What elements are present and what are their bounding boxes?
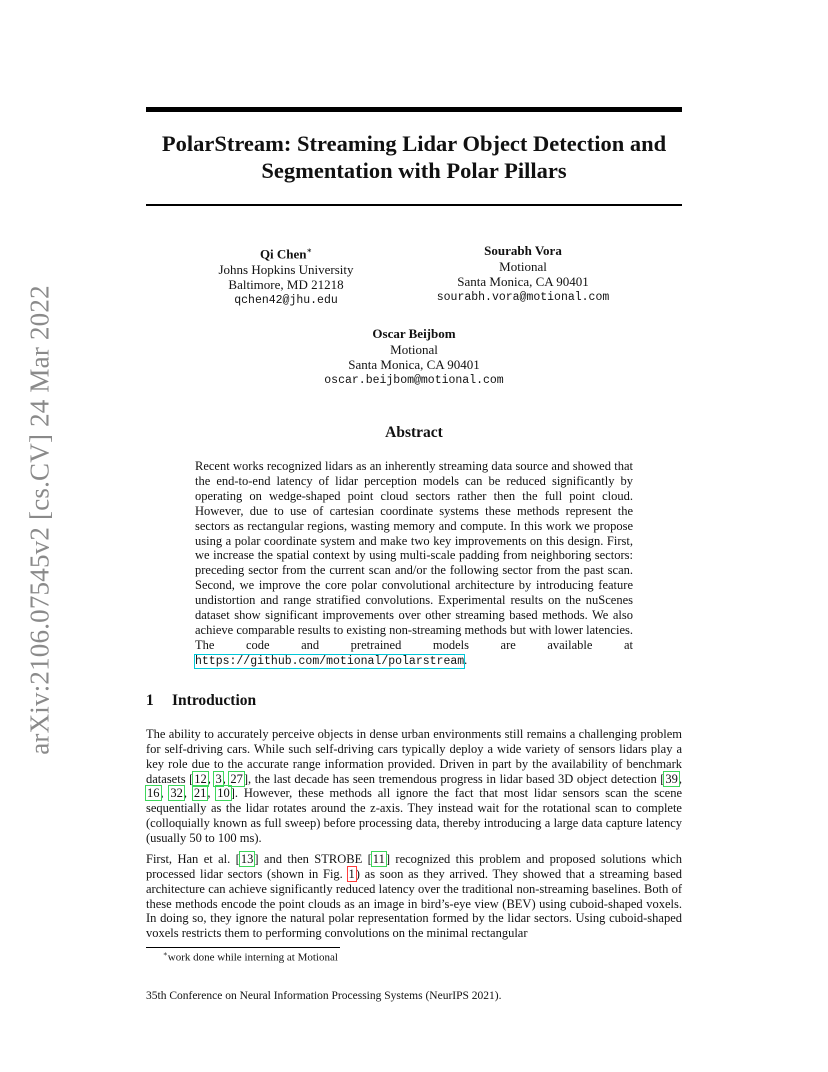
title-line-2: Segmentation with Polar Pillars	[261, 158, 567, 183]
author-email[interactable]: oscar.beijbom@motional.com	[324, 373, 504, 387]
section-number: 1	[146, 692, 154, 709]
author-address: Baltimore, MD 21218	[228, 277, 344, 293]
intro-paragraph-1: The ability to accurately perceive objects in dense urban environments still remains a challenging problem for self-driving cars. While such self-driving cars typically deploy a wide variety of sensors lidars play a key role due to the accurate range information provided. Driven in part by the availability of benchmark datasets [12, 3, 27], the last decade has seen tremendous progress in lidar based 3D object detection [39, 16, 32, 21, 10]. However, these methods all ignore the fact that most lidar sensors scan the scene sequentially as the lidar rotates around the z-axis. They instead wait for the rotational scan to complete (colloquially known as full sweep) before processing data, thereby introducing a large data capture latency (usually 50 to 100 ms).	[146, 727, 683, 845]
title-line-1: PolarStream: Streaming Lidar Object Detection and	[161, 131, 667, 156]
citation-link[interactable]: 21	[193, 786, 207, 801]
title-top-rule	[146, 107, 682, 112]
author-address: Santa Monica, CA 90401	[348, 357, 480, 372]
author-name: Sourabh Vora	[484, 243, 562, 258]
author-block-1	[186, 243, 386, 308]
author-affiliation: Motional	[390, 341, 438, 357]
citation-link[interactable]: 27	[230, 771, 243, 786]
author-affiliation: Johns Hopkins University	[218, 261, 354, 277]
author-block-3	[264, 326, 564, 388]
footnote-mark: ∗	[306, 246, 313, 255]
citation-link[interactable]: 13	[240, 852, 254, 866]
title-bottom-rule	[146, 204, 682, 206]
author-address: Santa Monica, CA 90401	[457, 274, 589, 289]
conference-notice: 35th Conference on Neural Information Processing Systems (NeurIPS 2021).	[146, 990, 502, 1002]
intro-paragraph-2: First, Han et al. [13] and then STROBE [11] recognized this problem and proposed solutions which processed lidar sectors (shown in Fig. 1) as soon as they arrived. They showed that a streaming based architecture can achieve significantly reduced latency over the traditional non-streaming baselines. Both of these methods encode the point clouds as an image in bird’s-eye view (BEV) using cuboid-shaped voxels. In doing so, they ignore the natural polar representation formed by the lidar sectors. Using cuboid-shaped voxels restricts them to performing convolutions on the minimal rectangular	[146, 852, 682, 941]
citation-link[interactable]: 11	[372, 852, 385, 866]
author-affiliation: Motional	[499, 258, 547, 274]
author-name: Qi Chen∗	[259, 246, 313, 262]
citation-link[interactable]: 3	[215, 771, 222, 786]
abstract-heading: Abstract	[385, 424, 443, 441]
citation-link[interactable]: 32	[170, 786, 183, 801]
author-email[interactable]: sourabh.vora@motional.com	[436, 290, 610, 304]
code-link[interactable]: https://github.com/motional/polarstream	[195, 654, 465, 668]
section-heading-introduction	[146, 692, 682, 710]
paper-title	[146, 130, 682, 184]
citation-link[interactable]: 10	[217, 786, 230, 801]
footnote	[163, 950, 338, 964]
section-title: Introduction	[172, 692, 257, 709]
citation-link[interactable]: 39	[665, 771, 678, 786]
abstract-text: Recent works recognized lidars as an inherently streaming data source and showed that the end-to-end latency of lidar perception models can be reduced significantly by operating on wedge-shaped point cloud sectors rather then the full point cloud. However, due to use of cartesian coordinate systems these methods represent the sectors as rectangular regions, wasting memory and compute. In this work we propose using a polar coordinate system and make two key improvements on this design. First, we increase the spatial context by using multi-scale padding from neighboring sectors: preceding sector from the current scan and/or the following sector from the past scan. Second, we improve the core polar convolutional architecture by introducing feature undistortion and range stratified convolutions. Experimental results on the nuScenes dataset show significant improvements over other streaming based methods. We also achieve comparable results to existing non-streaming methods but with lower latencies. The code and pretrained models are available at	[195, 459, 633, 652]
figure-reference-link[interactable]: 1	[348, 866, 355, 881]
author-email[interactable]: qchen42@jhu.edu	[234, 293, 338, 307]
footnote-mark: ∗	[163, 950, 168, 958]
author-name: Oscar Beijbom	[372, 326, 456, 341]
citation-link[interactable]: 16	[147, 786, 160, 801]
author-block-2	[423, 243, 623, 305]
arxiv-side-identifier	[20, 280, 60, 760]
footnote-text: work done while interning at Motional	[167, 951, 338, 964]
arxiv-id-text: arXiv:2106.07545v2 [cs.CV] 24 Mar 2022	[24, 285, 55, 755]
citation-link[interactable]: 12	[194, 771, 207, 786]
abstract-body: Recent works recognized lidars as an inherently streaming data source and showed that the end-to-end latency of lidar perception models can be reduced significantly by operating on wedge-shaped point cloud sectors rather then the full point cloud. However, due to use of cartesian coordinate systems these methods represent the sectors as rectangular regions, wasting memory and compute. In this work we propose using a polar coordinate system and make two key improvements on this design. First, we increase the spatial context by using multi-scale padding from neighboring sectors: preceding sector from the current scan and/or the following sector from the past scan. Second, we improve the core polar convolutional architecture by introducing feature undistortion and range stratified convolutions. Experimental results on the nuScenes dataset show significant improvements over other streaming based methods. We also achieve comparable results to existing non-streaming methods but with lower latencies. The code and pretrained models are available at https://github.com/motional/polarstream.	[195, 459, 633, 668]
footnote-rule	[146, 947, 340, 948]
